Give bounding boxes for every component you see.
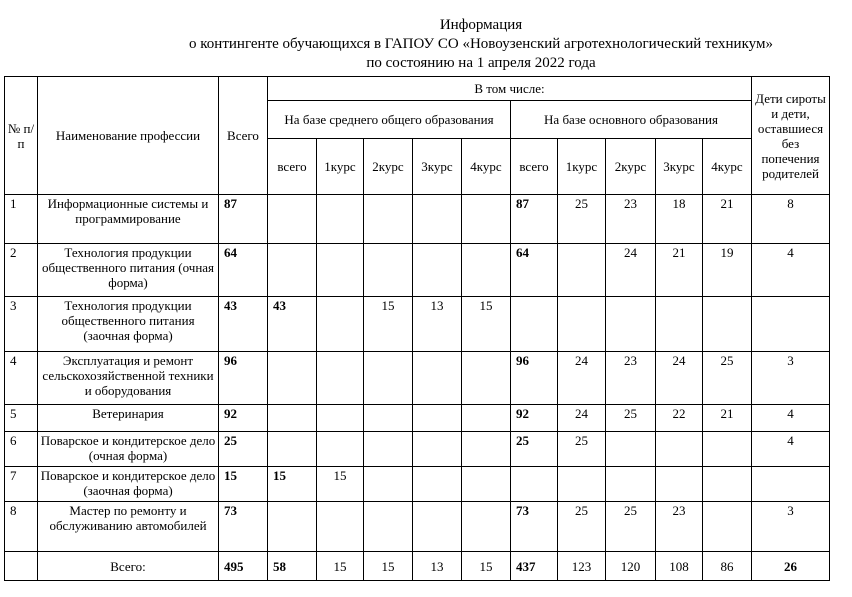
- header-sub-5: всего: [511, 139, 558, 195]
- secondary-cell: [317, 244, 364, 297]
- basic-cell: 24: [558, 405, 606, 432]
- secondary-cell: [462, 502, 511, 552]
- header-sub-6: 1курс: [558, 139, 606, 195]
- totals-basic: 123: [558, 552, 606, 581]
- secondary-cell: [413, 244, 462, 297]
- basic-cell: 23: [656, 502, 703, 552]
- basic-cell: [606, 467, 656, 502]
- profession-name: Технология продукции общественного питания (заочная форма): [38, 297, 219, 352]
- secondary-cell: [317, 502, 364, 552]
- row-number: 8: [5, 502, 38, 552]
- secondary-cell: 15: [268, 467, 317, 502]
- row-number: 1: [5, 195, 38, 244]
- totals-row: [5, 552, 830, 581]
- secondary-cell: [462, 244, 511, 297]
- table-row: [5, 467, 830, 502]
- secondary-cell: [413, 502, 462, 552]
- title-line-2: о контингенте обучающихся в ГАПОУ СО «Новоузенский агротехнологический техникум»: [189, 36, 773, 52]
- secondary-cell: 15: [462, 297, 511, 352]
- basic-cell: [558, 244, 606, 297]
- header-sub-2: 2курс: [364, 139, 413, 195]
- basic-cell: [558, 297, 606, 352]
- totals-secondary: 15: [317, 552, 364, 581]
- basic-cell: [558, 467, 606, 502]
- secondary-cell: [462, 467, 511, 502]
- basic-cell: 25: [558, 432, 606, 467]
- totals-basic: 437: [511, 552, 558, 581]
- header-secondary: На базе среднего общего образования: [268, 101, 511, 139]
- title-line-1: Информация: [439, 17, 523, 33]
- table-row: [5, 297, 830, 352]
- basic-cell: [703, 502, 752, 552]
- totals-empty: [5, 552, 38, 581]
- header-total: Всего: [219, 77, 268, 195]
- header-orphans: Дети сироты и дети, оставшиеся без попечения родителей: [752, 77, 830, 195]
- basic-cell: 24: [558, 352, 606, 405]
- secondary-cell: [268, 502, 317, 552]
- profession-name: Эксплуатация и ремонт сельскохозяйственной техники и оборудования: [38, 352, 219, 405]
- row-total: 15: [219, 467, 268, 502]
- secondary-cell: [413, 432, 462, 467]
- basic-cell: [656, 297, 703, 352]
- row-total: 73: [219, 502, 268, 552]
- secondary-cell: 43: [268, 297, 317, 352]
- basic-cell: 21: [703, 195, 752, 244]
- secondary-cell: [413, 352, 462, 405]
- header-name: Наименование профессии: [38, 77, 219, 195]
- basic-cell: 96: [511, 352, 558, 405]
- secondary-cell: [364, 195, 413, 244]
- table-row: [5, 352, 830, 405]
- secondary-cell: [413, 405, 462, 432]
- secondary-cell: 15: [317, 467, 364, 502]
- secondary-cell: [364, 352, 413, 405]
- row-total: 96: [219, 352, 268, 405]
- basic-cell: [703, 297, 752, 352]
- basic-cell: 64: [511, 244, 558, 297]
- basic-cell: 25: [703, 352, 752, 405]
- secondary-cell: [462, 405, 511, 432]
- row-number: 2: [5, 244, 38, 297]
- table-row: [5, 195, 830, 244]
- basic-cell: 25: [511, 432, 558, 467]
- orphans-cell: 3: [752, 352, 830, 405]
- totals-basic: 86: [703, 552, 752, 581]
- totals-basic: 108: [656, 552, 703, 581]
- basic-cell: 22: [656, 405, 703, 432]
- row-total: 25: [219, 432, 268, 467]
- basic-cell: 25: [558, 195, 606, 244]
- profession-name: Технология продукции общественного питания (очная форма): [38, 244, 219, 297]
- totals-basic: 120: [606, 552, 656, 581]
- profession-name: Поварское и кондитерское дело (очная форма): [38, 432, 219, 467]
- basic-cell: [703, 432, 752, 467]
- title-line-3: по состоянию на 1 апреля 2022 года: [366, 55, 596, 71]
- secondary-cell: [364, 244, 413, 297]
- table-row: [5, 405, 830, 432]
- secondary-cell: [317, 352, 364, 405]
- header-sub-3: 3курс: [413, 139, 462, 195]
- secondary-cell: [413, 467, 462, 502]
- orphans-cell: 8: [752, 195, 830, 244]
- basic-cell: 73: [511, 502, 558, 552]
- basic-cell: 92: [511, 405, 558, 432]
- row-number: 3: [5, 297, 38, 352]
- basic-cell: 23: [606, 195, 656, 244]
- basic-cell: [606, 432, 656, 467]
- contingent-table: [4, 76, 830, 581]
- header-including: В том числе:: [268, 77, 752, 101]
- secondary-cell: [268, 432, 317, 467]
- orphans-cell: [752, 467, 830, 502]
- totals-orphans: 26: [752, 552, 830, 581]
- row-total: 64: [219, 244, 268, 297]
- basic-cell: 21: [703, 405, 752, 432]
- row-total: 87: [219, 195, 268, 244]
- document-title: [0, 16, 852, 73]
- orphans-cell: 4: [752, 244, 830, 297]
- header-sub-1: 1курс: [317, 139, 364, 195]
- row-number: 7: [5, 467, 38, 502]
- basic-cell: [606, 297, 656, 352]
- secondary-cell: [268, 352, 317, 405]
- header-sub-0: всего: [268, 139, 317, 195]
- basic-cell: 87: [511, 195, 558, 244]
- secondary-cell: [364, 467, 413, 502]
- row-total: 92: [219, 405, 268, 432]
- secondary-cell: [268, 405, 317, 432]
- basic-cell: 24: [656, 352, 703, 405]
- profession-name: Мастер по ремонту и обслуживанию автомобилей: [38, 502, 219, 552]
- secondary-cell: [462, 352, 511, 405]
- header-sub-8: 3курс: [656, 139, 703, 195]
- basic-cell: 18: [656, 195, 703, 244]
- header-num: № п/п: [5, 77, 38, 195]
- totals-secondary: 13: [413, 552, 462, 581]
- basic-cell: 25: [606, 502, 656, 552]
- basic-cell: 23: [606, 352, 656, 405]
- secondary-cell: [317, 432, 364, 467]
- secondary-cell: [268, 244, 317, 297]
- row-number: 6: [5, 432, 38, 467]
- profession-name: Поварское и кондитерское дело (заочная форма): [38, 467, 219, 502]
- table-row: [5, 502, 830, 552]
- totals-label: Всего:: [38, 552, 219, 581]
- basic-cell: [703, 467, 752, 502]
- table-row: [5, 432, 830, 467]
- header-sub-9: 4курс: [703, 139, 752, 195]
- header-sub-4: 4курс: [462, 139, 511, 195]
- basic-cell: 25: [606, 405, 656, 432]
- secondary-cell: [413, 195, 462, 244]
- secondary-cell: [317, 405, 364, 432]
- basic-cell: [656, 432, 703, 467]
- secondary-cell: 13: [413, 297, 462, 352]
- totals-secondary: 15: [462, 552, 511, 581]
- orphans-cell: 3: [752, 502, 830, 552]
- basic-cell: 24: [606, 244, 656, 297]
- totals-total: 495: [219, 552, 268, 581]
- table-row: [5, 244, 830, 297]
- secondary-cell: [268, 195, 317, 244]
- secondary-cell: [462, 195, 511, 244]
- totals-secondary: 58: [268, 552, 317, 581]
- basic-cell: [511, 467, 558, 502]
- basic-cell: 25: [558, 502, 606, 552]
- totals-secondary: 15: [364, 552, 413, 581]
- orphans-cell: 4: [752, 405, 830, 432]
- profession-name: Ветеринария: [38, 405, 219, 432]
- row-total: 43: [219, 297, 268, 352]
- row-number: 5: [5, 405, 38, 432]
- secondary-cell: 15: [364, 297, 413, 352]
- profession-name: Информационные системы и программирование: [38, 195, 219, 244]
- basic-cell: [656, 467, 703, 502]
- secondary-cell: [317, 297, 364, 352]
- secondary-cell: [364, 432, 413, 467]
- row-number: 4: [5, 352, 38, 405]
- basic-cell: 21: [656, 244, 703, 297]
- secondary-cell: [364, 405, 413, 432]
- header-sub-7: 2курс: [606, 139, 656, 195]
- header-basic: На базе основного образования: [511, 101, 752, 139]
- basic-cell: 19: [703, 244, 752, 297]
- secondary-cell: [364, 502, 413, 552]
- basic-cell: [511, 297, 558, 352]
- orphans-cell: 4: [752, 432, 830, 467]
- secondary-cell: [462, 432, 511, 467]
- orphans-cell: [752, 297, 830, 352]
- secondary-cell: [317, 195, 364, 244]
